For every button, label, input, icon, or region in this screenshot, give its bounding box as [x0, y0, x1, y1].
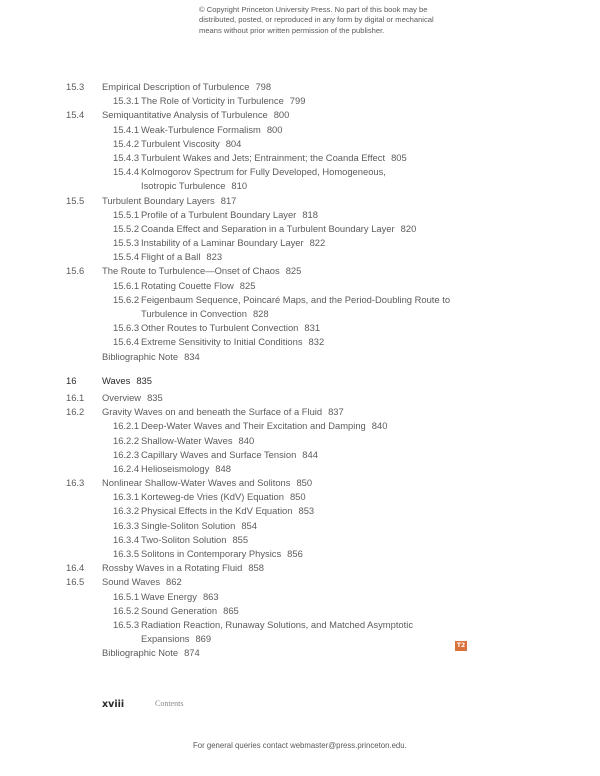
- toc-title: [141, 504, 314, 518]
- toc-number: 15.3.1: [113, 95, 140, 107]
- toc-number: 16.4: [66, 562, 85, 574]
- toc-section[interactable]: [0, 194, 600, 208]
- toc-chapter[interactable]: [0, 374, 600, 388]
- toc-title-text: Sound Waves: [102, 576, 161, 588]
- toc-page-number: 799: [289, 95, 306, 107]
- toc-title-text: Coanda Effect and Separation in a Turbulent Boundary Layer: [141, 222, 395, 234]
- toc-title: [141, 293, 456, 307]
- toc-subsection[interactable]: [0, 151, 600, 165]
- toc-page-number: 854: [241, 519, 257, 531]
- toc-number: 15.5.2: [113, 222, 140, 234]
- toc-section[interactable]: [0, 561, 600, 575]
- toc-subsection[interactable]: [0, 618, 600, 632]
- toc-number: 15.6: [66, 265, 85, 277]
- toc-page-number: 837: [328, 406, 344, 418]
- toc-subsection[interactable]: [0, 94, 600, 108]
- toc-page-number: 850: [289, 491, 306, 503]
- toc-subsection[interactable]: [0, 434, 600, 448]
- toc-page-number: 831: [304, 322, 321, 334]
- toc-number: 15.5.4: [113, 251, 140, 263]
- toc-title: [141, 307, 269, 321]
- toc-subsection[interactable]: [0, 335, 600, 349]
- toc-title-text: The Route to Turbulence—Onset of Chaos: [102, 265, 280, 277]
- toc-title-text: Radiation Reaction, Runaway Solutions, and Matched Asymptotic: [141, 618, 414, 630]
- toc-title: [102, 391, 163, 405]
- toc-section[interactable]: [0, 350, 600, 364]
- toc-title-text: Capillary Waves and Surface Tension: [141, 448, 297, 460]
- toc-title: [102, 194, 236, 208]
- toc-title: [102, 374, 152, 388]
- toc-title-text: Extreme Sensitivity to Initial Conditions: [141, 336, 303, 348]
- toc-title: [102, 405, 344, 419]
- toc-section[interactable]: [0, 575, 600, 589]
- toc-continuation[interactable]: [0, 307, 600, 321]
- toc-title-text: Bibliographic Note: [102, 647, 179, 659]
- toc-page-number: 822: [309, 237, 326, 249]
- toc-number: 15.6.4: [113, 336, 140, 348]
- toc-number: 15.6.2: [113, 293, 140, 305]
- toc-title: [141, 490, 306, 504]
- toc-title-text: Empirical Description of Turbulence: [102, 81, 250, 92]
- toc-page-number: 820: [400, 222, 417, 234]
- toc-title-text: Physical Effects in the KdV Equation: [141, 505, 293, 517]
- toc-subsection[interactable]: [0, 137, 600, 151]
- toc-title: [141, 448, 318, 462]
- toc-page-number: 874: [184, 647, 200, 659]
- toc-subsection[interactable]: [0, 533, 600, 547]
- toc-section[interactable]: [0, 264, 600, 278]
- toc-title-text: Semiquantitative Analysis of Turbulence: [102, 109, 268, 121]
- toc-page-number: 835: [136, 374, 152, 386]
- toc-page-number: 832: [308, 336, 325, 348]
- toc-title-text: Sound Generation: [141, 604, 218, 616]
- toc-title-text: Korteweg-de Vries (KdV) Equation: [141, 491, 284, 503]
- toc-page-number: 798: [255, 81, 272, 92]
- toc-continuation[interactable]: [0, 632, 600, 646]
- running-head: Contents: [155, 699, 184, 708]
- toc-page-number: 856: [287, 548, 303, 559]
- toc-subsection[interactable]: [0, 279, 600, 293]
- toc-subsection[interactable]: [0, 504, 600, 518]
- toc-title: [141, 547, 303, 561]
- toc-title: [102, 575, 182, 589]
- toc-title: [141, 321, 320, 335]
- toc-title: [141, 519, 257, 533]
- toc-title: [141, 123, 282, 137]
- table-of-contents: [0, 80, 600, 661]
- page-number: xviii: [102, 699, 125, 710]
- toc-page-number: 862: [166, 576, 182, 588]
- toc-title: [141, 94, 305, 108]
- toc-page-number: 828: [252, 308, 269, 319]
- toc-number: 16: [66, 374, 77, 386]
- copyright-line: © Copyright Princeton University Press. No part of this book may be: [199, 5, 428, 14]
- toc-page-number: 865: [223, 604, 239, 616]
- toc-number: 15.4: [66, 109, 85, 121]
- toc-title: [141, 250, 222, 264]
- toc-title-text: Helioseismology: [141, 462, 210, 474]
- toc-page-number: 853: [298, 505, 315, 517]
- toc-title: [141, 179, 247, 193]
- toc-subsection[interactable]: [0, 547, 600, 561]
- toc-title: [141, 137, 241, 151]
- toc-subsection[interactable]: [0, 222, 600, 236]
- copyright-line: distributed, posted, or reproduced in any form by digital or mechanical: [199, 15, 434, 25]
- copyright-line: means without prior written permission of the publisher.: [199, 25, 385, 35]
- toc-title-text: Bibliographic Note: [102, 350, 179, 362]
- toc-number: 15.4.2: [113, 137, 140, 149]
- toc-section[interactable]: [0, 108, 600, 122]
- toc-subsection[interactable]: [0, 165, 600, 179]
- toc-page-number: 810: [231, 180, 248, 192]
- toc-number: 16.2: [66, 406, 85, 418]
- toc-subsection[interactable]: [0, 462, 600, 476]
- toc-number: 16.3.4: [113, 533, 140, 545]
- toc-number: 16.5: [66, 576, 85, 588]
- toc-number: 15.6.3: [113, 322, 140, 334]
- toc-page-number: 848: [215, 462, 231, 474]
- toc-title-text: Wave Energy: [141, 590, 197, 602]
- toc-title: [141, 604, 239, 618]
- toc-title-text: Profile of a Turbulent Boundary Layer: [141, 208, 297, 220]
- toc-title-text: Gravity Waves on and beneath the Surface of a Fluid: [102, 406, 323, 418]
- toc-number: 15.5.1: [113, 208, 140, 220]
- toc-number: 15.4.3: [113, 151, 140, 163]
- toc-page-number: 850: [296, 477, 313, 489]
- toc-title-text: Overview: [102, 391, 142, 403]
- toc-number: 16.1: [66, 391, 85, 403]
- toc-page-number: 863: [202, 590, 219, 602]
- toc-title: [102, 561, 264, 575]
- toc-page-number: 825: [239, 279, 256, 291]
- toc-number: 15.6.1: [113, 279, 140, 291]
- toc-title-text: Weak-Turbulence Formalism: [141, 123, 261, 135]
- toc-number: 16.5.3: [113, 618, 140, 630]
- toc-title: [102, 646, 200, 660]
- toc-page-number: 844: [302, 448, 318, 460]
- toc-subsection[interactable]: [0, 448, 600, 462]
- toc-title-text: The Role of Vorticity in Turbulence: [141, 95, 284, 107]
- toc-title-text: Rossby Waves in a Rotating Fluid: [102, 562, 243, 574]
- toc-page-number: 800: [273, 109, 290, 121]
- toc-title-text: Kolmogorov Spectrum for Fully Developed, Homogeneous,: [141, 166, 386, 178]
- toc-page-number: 817: [220, 194, 237, 206]
- toc-page-number: 800: [266, 123, 283, 135]
- toc-number: 16.5.2: [113, 604, 140, 616]
- toc-page-number: 840: [371, 420, 388, 432]
- toc-title: [141, 335, 324, 349]
- toc-page-number: 804: [225, 137, 242, 149]
- toc-title-text: Two-Soliton Solution: [141, 533, 227, 545]
- toc-page-number: 858: [248, 562, 264, 574]
- toc-title-text: Deep-Water Waves and Their Excitation and Damping: [141, 420, 366, 432]
- toc-title: [141, 151, 407, 165]
- toc-title: [102, 476, 312, 490]
- toc-number: 16.2.1: [113, 420, 140, 432]
- toc-title: [102, 350, 200, 364]
- toc-title-text: Solitons in Contemporary Physics: [141, 548, 282, 559]
- toc-title: [141, 279, 255, 293]
- toc-number: 15.3: [66, 81, 85, 92]
- toc-number: 15.5.3: [113, 237, 140, 249]
- toc-title-text: Feigenbaum Sequence, Poincaré Maps, and the Period-Doubling Route to: [141, 293, 451, 305]
- toc-title: [102, 108, 289, 122]
- toc-number: 16.3.3: [113, 519, 140, 531]
- toc-number: 16.3.2: [113, 505, 140, 517]
- toc-number: 16.2.3: [113, 448, 140, 460]
- toc-title: [141, 434, 254, 448]
- toc-number: 16.3: [66, 477, 85, 489]
- toc-number: 16.3.1: [113, 491, 140, 503]
- toc-title-text: Turbulent Viscosity: [141, 137, 220, 149]
- toc-section[interactable]: [0, 391, 600, 405]
- toc-subsection[interactable]: [0, 123, 600, 137]
- toc-subsection[interactable]: [0, 519, 600, 533]
- toc-page-number: 855: [232, 533, 249, 545]
- toc-number: 16.2.4: [113, 462, 140, 474]
- toc-page-number: 825: [285, 265, 302, 277]
- toc-title: [141, 208, 318, 222]
- toc-page-number: 805: [391, 151, 407, 163]
- toc-section[interactable]: [0, 80, 600, 94]
- toc-title: [141, 222, 416, 236]
- toc-title-text: Nonlinear Shallow-Water Waves and Solitons: [102, 477, 291, 489]
- toc-title: [141, 236, 325, 250]
- toc-page-number: 840: [238, 434, 255, 446]
- toc-number: 16.3.5: [113, 548, 140, 559]
- toc-section[interactable]: [0, 646, 600, 660]
- toc-title-text: Rotating Couette Flow: [141, 279, 234, 291]
- toc-number: 15.5: [66, 194, 85, 206]
- toc-title-text: Shallow-Water Waves: [141, 434, 233, 446]
- toc-number: 15.4.4: [113, 166, 140, 178]
- footer-contact: For general queries contact webmaster@press.princeton.edu.: [193, 741, 407, 750]
- toc-section[interactable]: [0, 405, 600, 419]
- toc-title: [141, 590, 219, 604]
- toc-title-text: Turbulent Wakes and Jets; Entrainment; the Coanda Effect: [141, 151, 386, 163]
- toc-title: [141, 462, 231, 476]
- toc-subsection[interactable]: [0, 293, 600, 307]
- toc-page-number: 818: [302, 208, 318, 220]
- toc-subsection[interactable]: [0, 604, 600, 618]
- toc-number: 16.2.2: [113, 434, 140, 446]
- toc-subsection[interactable]: [0, 236, 600, 250]
- toc-title: [102, 80, 271, 94]
- toc-title: [141, 165, 392, 179]
- toc-page-number: 823: [206, 251, 223, 263]
- toc-title: [141, 632, 211, 646]
- toc-page-number: 835: [147, 391, 163, 403]
- toc-title: [102, 264, 301, 278]
- toc-title: [141, 533, 248, 547]
- toc-title-text: Flight of a Ball: [141, 251, 201, 263]
- toc-subsection[interactable]: [0, 250, 600, 264]
- toc-continuation[interactable]: [0, 179, 600, 193]
- toc-title-text: Other Routes to Turbulent Convection: [141, 322, 299, 334]
- toc-title-text: Single-Soliton Solution: [141, 519, 236, 531]
- toc-title: [141, 419, 387, 433]
- toc-title-text: Instability of a Laminar Boundary Layer: [141, 237, 304, 249]
- toc-title-text: Turbulent Boundary Layers: [102, 194, 215, 206]
- toc-title-text: Expansions: [141, 633, 190, 645]
- toc-section[interactable]: [0, 476, 600, 490]
- toc-title-text: Waves: [102, 374, 131, 386]
- toc-number: 16.5.1: [113, 590, 140, 602]
- track-two-badge: T2: [456, 642, 466, 649]
- toc-subsection[interactable]: [0, 419, 600, 433]
- toc-number: 15.4.1: [113, 123, 140, 135]
- toc-subsection[interactable]: [0, 321, 600, 335]
- toc-subsection[interactable]: [0, 490, 600, 504]
- toc-title: [141, 618, 419, 632]
- toc-subsection[interactable]: [0, 208, 600, 222]
- toc-page-number: 834: [184, 350, 200, 362]
- toc-subsection[interactable]: [0, 590, 600, 604]
- toc-title-text: Turbulence in Convection: [141, 308, 247, 319]
- toc-page-number: 869: [195, 633, 212, 645]
- copyright-notice: [199, 5, 439, 36]
- toc-title-text: Isotropic Turbulence: [141, 180, 226, 192]
